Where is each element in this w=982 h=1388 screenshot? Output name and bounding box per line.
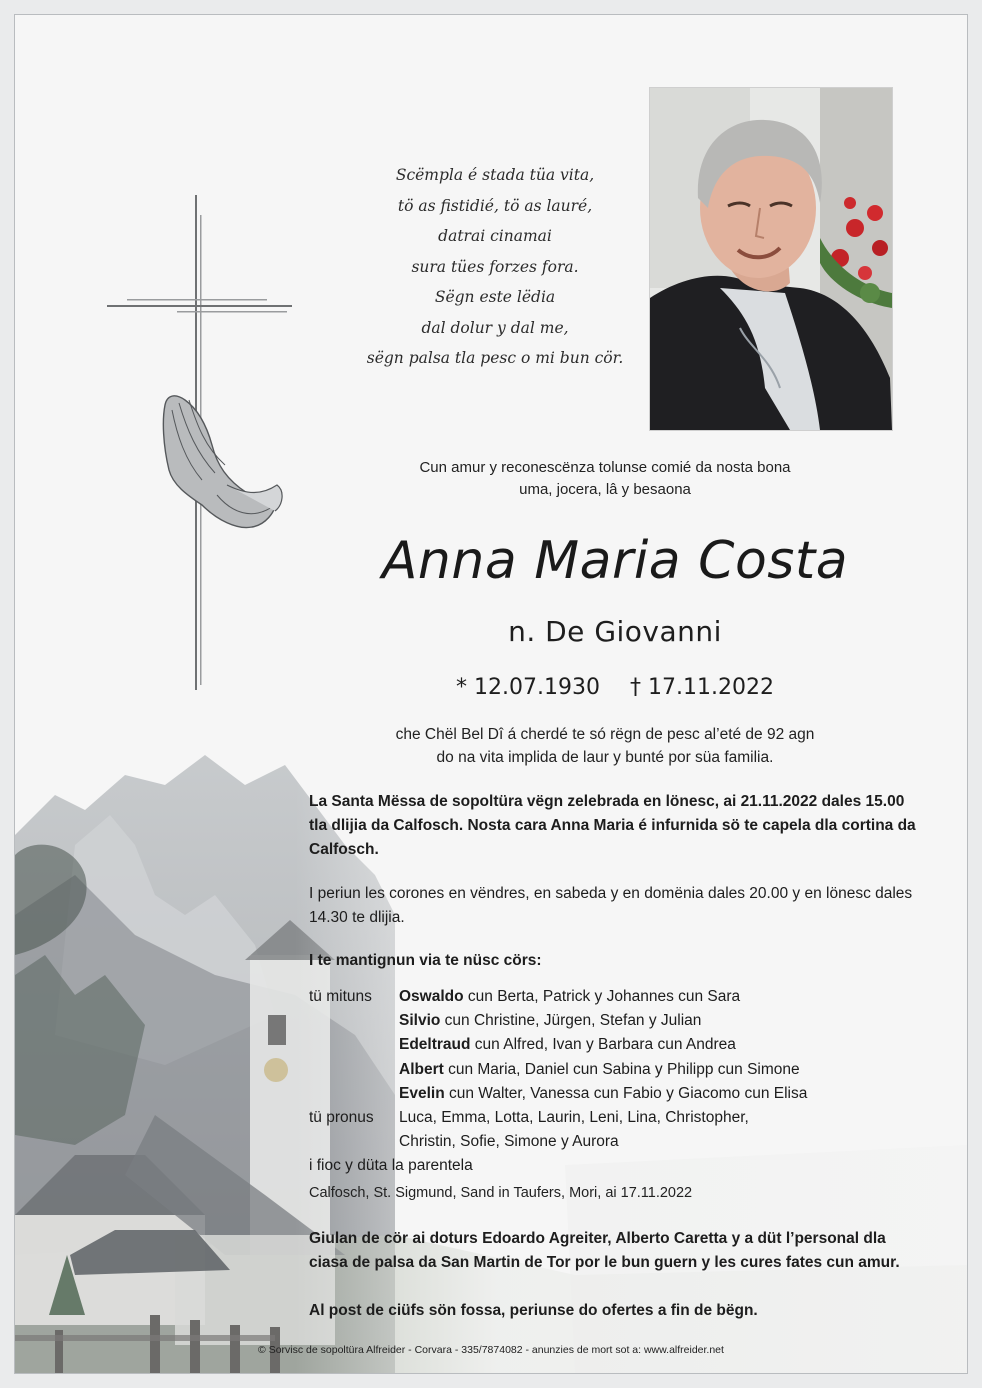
mourner-family: cun Maria, Daniel cun Sabina y Philipp cun Simone <box>443 1060 800 1078</box>
death-line: che Chël Bel Dî á cherdé te só rëgn de pesc al’eté de 92 agn <box>395 726 815 743</box>
mourner-label: tü mituns <box>309 988 372 1005</box>
mourner-row <box>309 1009 919 1033</box>
mourners-title: I te mantignun via te nüsc cörs: <box>309 952 542 969</box>
place-date: Calfosch, St. Sigmund, Sand in Taufers, Mori, ai 17.11.2022 <box>309 1185 693 1201</box>
mourner-label: tü pronus <box>309 1109 374 1127</box>
funeral-mass-text: La Santa Mëssa de sopoltüra vëgn zelebrada en lönesc, ai 21.11.2022 dales 15.00 tla dlijia da Calfosch. Nosta cara Anna Maria é infurnida sö te capela dla cortina da Calfosch. <box>309 793 916 858</box>
mourner-label <box>309 1130 399 1154</box>
death-announcement <box>315 723 895 769</box>
mourner-label <box>309 1082 399 1106</box>
intro-line: Cun amur y reconescënza tolunse comié da nosta bona <box>419 459 791 476</box>
poem-line: datrai cinamai <box>438 227 552 245</box>
wake-text: I periun les corones en vëndres, en sabeda y en domënia dales 20.00 y en lönesc dales 14.30 te dlijia. <box>309 885 913 926</box>
mourner-family: cun Walter, Vanessa cun Fabio y Giacomo cun Elisa <box>444 1084 808 1102</box>
mourner-row <box>309 1154 919 1178</box>
mourner-row <box>309 1106 919 1130</box>
mourner-name: Albert <box>399 1060 444 1078</box>
intro-line: uma, jocera, lâ y besaona <box>519 481 691 498</box>
poem-line: sura tües forzes fora. <box>411 257 579 276</box>
mourner-name: Edeltraud <box>399 1036 471 1054</box>
life-dates <box>415 675 815 700</box>
flowers-text: Al post de ciüfs sön fossa, periunse do ofertes a fin de bëgn. <box>309 1302 758 1319</box>
poem-line: dal dolur y dal me, <box>421 318 569 337</box>
poem-line: Scëmpla é stada tüa vita, <box>395 166 595 184</box>
mourner-family: Luca, Emma, Lotta, Laurin, Leni, Lina, Christopher, <box>399 1109 749 1127</box>
death-date: † 17.11.2022 <box>630 675 774 700</box>
thanks-text: Giulan de cör ai doturs Edoardo Agreiter, Alberto Caretta y a düt l’personal dla ciasa de palsa da San Martin de Tor por le bun guern y les cures fates cun amur. <box>309 1230 900 1271</box>
praying-hands-icon <box>163 396 282 528</box>
mourner-family: Christin, Sofie, Simone y Aurora <box>399 1133 619 1151</box>
birth-date: * 12.07.1930 <box>456 675 600 700</box>
mourner-name: Oswaldo <box>399 988 464 1005</box>
mourner-label <box>309 1033 399 1057</box>
mourner-name: Evelin <box>399 1084 445 1102</box>
mourner-name: Silvio <box>399 1012 441 1030</box>
obituary-page <box>14 14 968 1374</box>
mourner-row <box>309 1130 919 1154</box>
mourner-family: cun Alfred, Ivan y Barbara cun Andrea <box>470 1036 736 1054</box>
poem-line: Sëgn este lëdia <box>434 288 556 306</box>
mourner-label <box>309 1058 399 1082</box>
mourner-label: i fioc y düta la parentela <box>309 1157 473 1175</box>
mourner-row <box>309 1033 919 1057</box>
poem-line: tö as fistidié, tö as lauré, <box>397 196 593 215</box>
deceased-name: Anna Maria Costa <box>381 531 849 591</box>
mourner-family: cun Berta, Patrick y Johannes cun Sara <box>463 988 741 1005</box>
cross-icon <box>107 195 297 695</box>
mourner-label <box>309 1009 399 1033</box>
portrait-photo <box>649 87 893 431</box>
mourner-family: cun Christine, Jürgen, Stefan y Julian <box>440 1012 702 1030</box>
intro-text <box>345 457 865 501</box>
poem-line: sëgn palsa tla pesc o mi bun cör. <box>366 349 624 367</box>
mourner-row <box>309 1082 919 1106</box>
death-line: do na vita implida de laur y bunté por süa familia. <box>436 749 774 766</box>
mourners-list <box>309 985 919 1179</box>
mourner-row <box>309 1058 919 1082</box>
footer: © Sorvisc de sopoltüra Alfreider - Corvara - 335/7874082 - anunzies de mort sot a: www.alfreider.net <box>258 1344 724 1356</box>
mourner-row <box>309 985 919 1009</box>
maiden-name: n. De Giovanni <box>508 615 722 648</box>
poem <box>325 160 665 374</box>
